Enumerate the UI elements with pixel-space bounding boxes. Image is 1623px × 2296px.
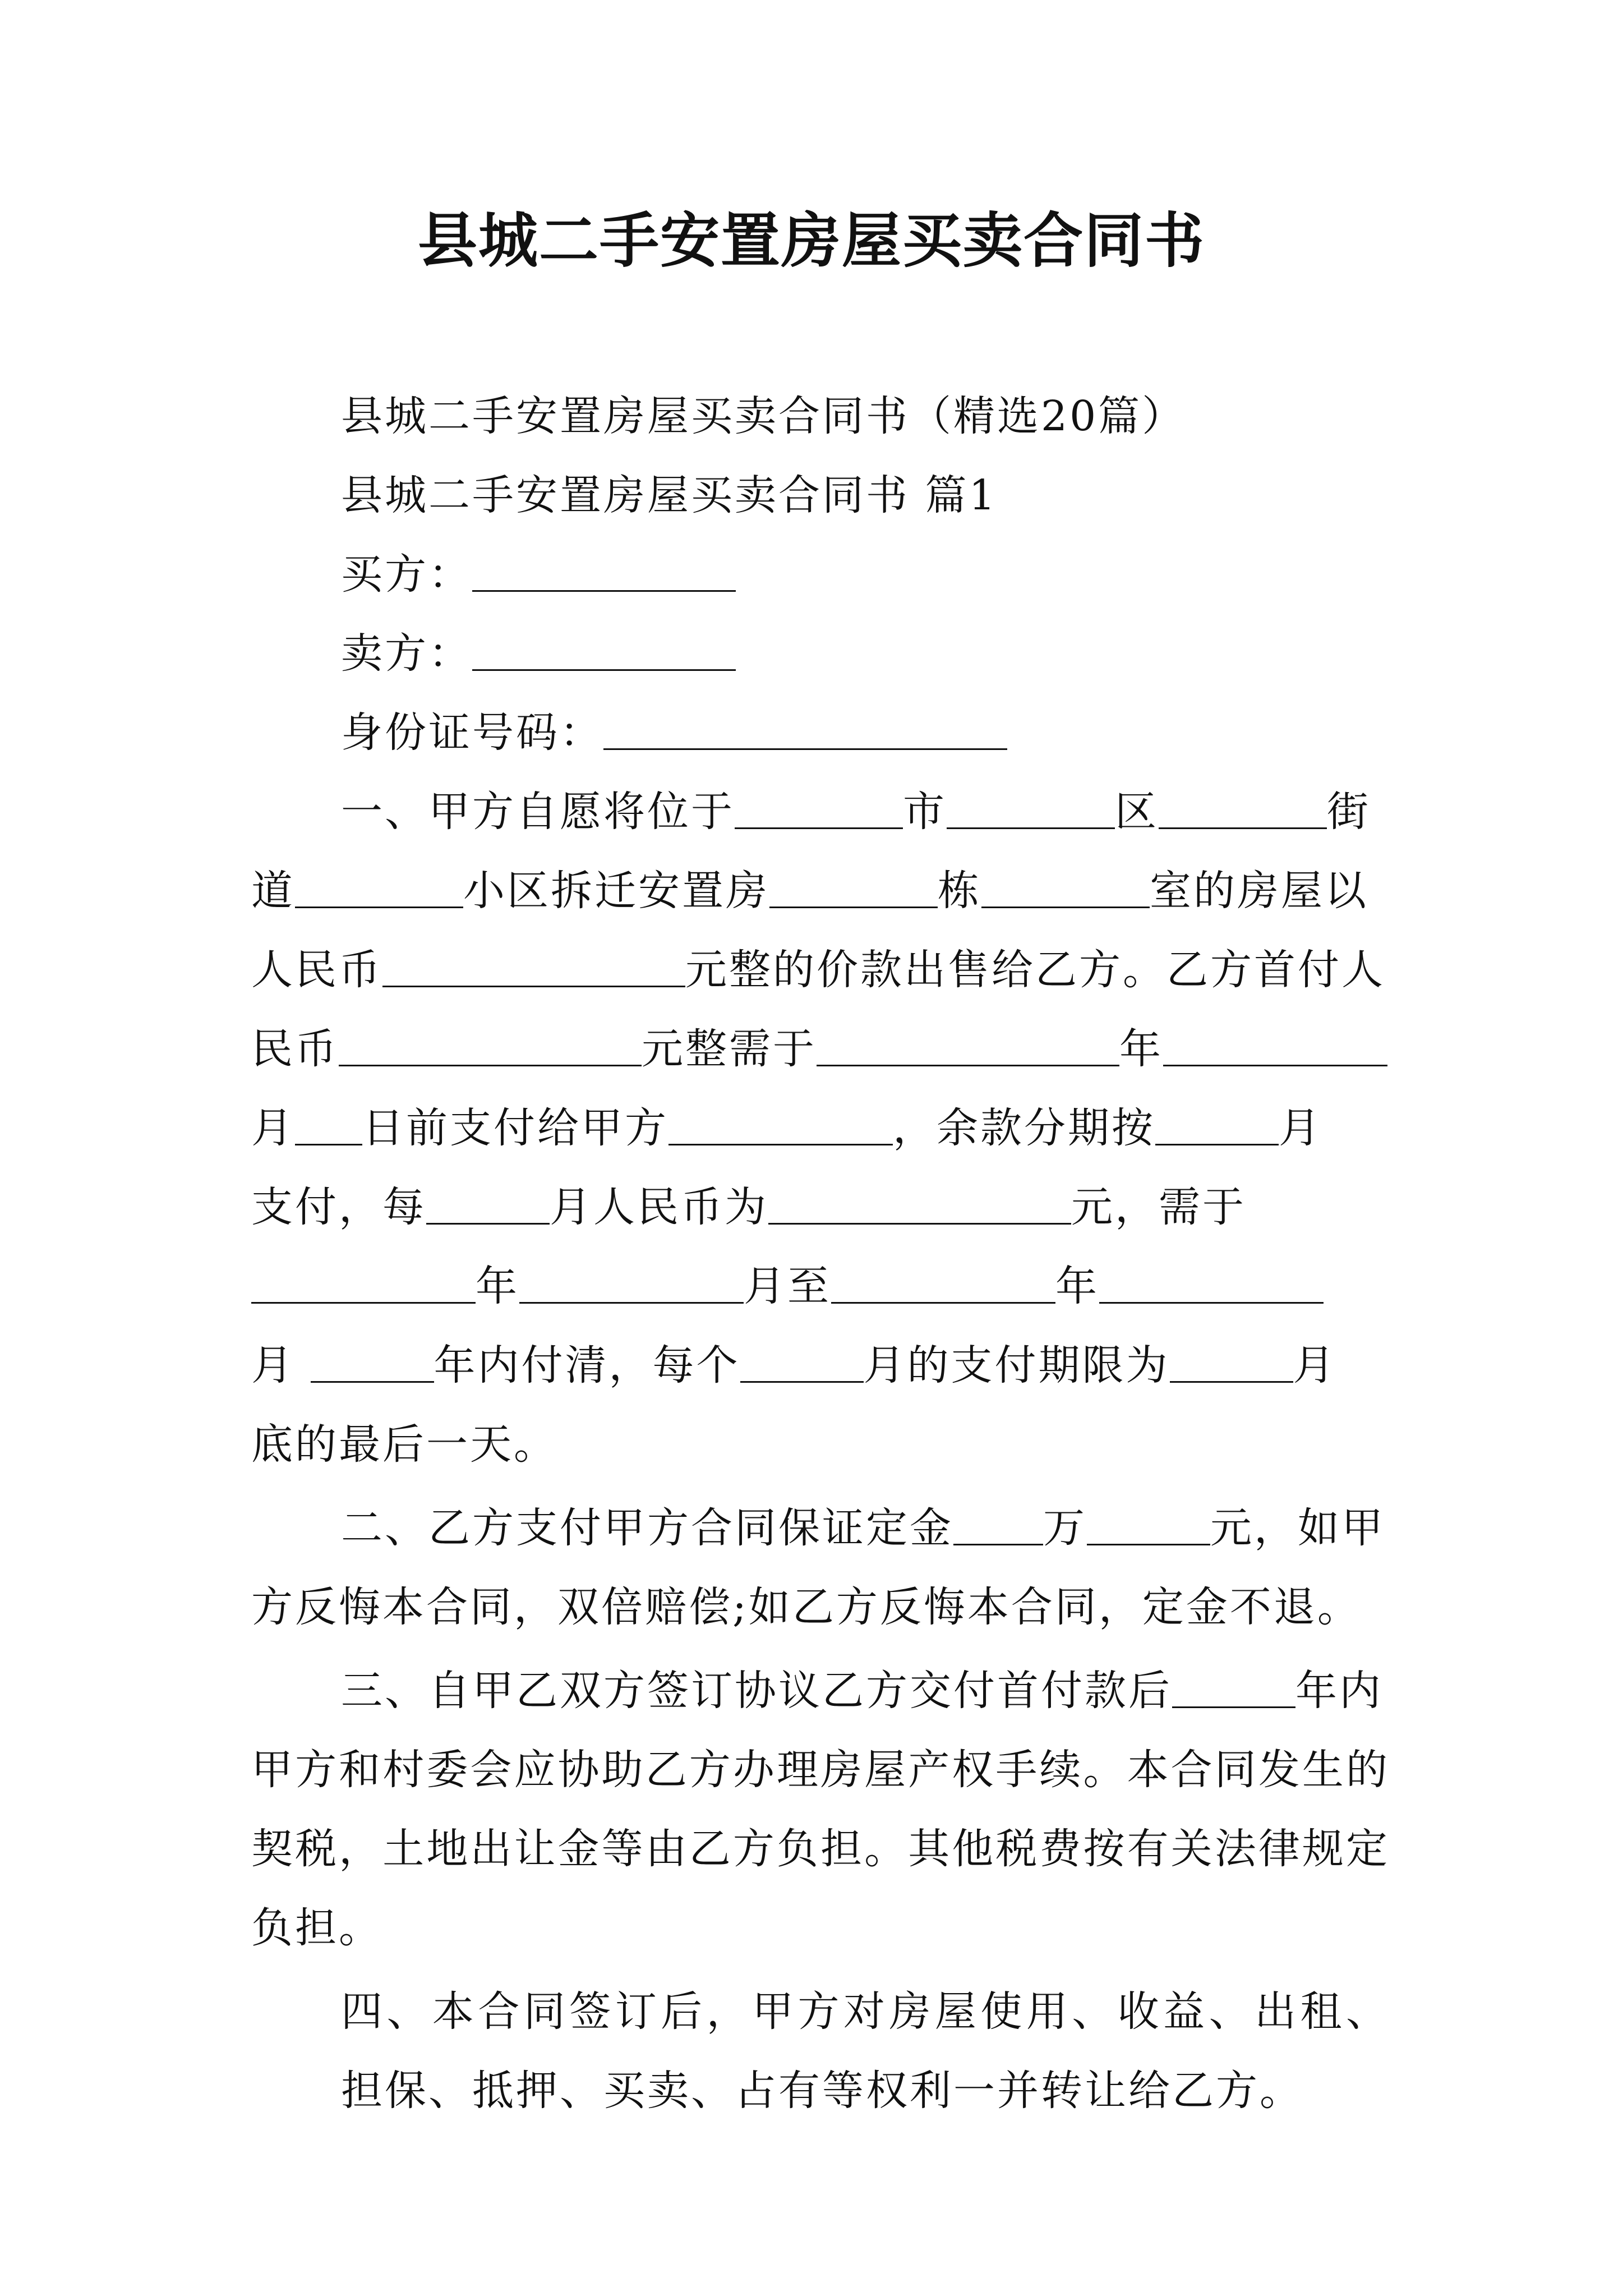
- end-month-blank[interactable]: [1099, 1268, 1324, 1304]
- clause1-line3: [251, 931, 1390, 1010]
- building-blank[interactable]: [769, 873, 938, 908]
- clause1-text: 街: [1327, 788, 1371, 836]
- deposit-yuan-blank[interactable]: [1087, 1510, 1210, 1545]
- clause1-text: 区: [1115, 788, 1159, 836]
- clause2-line2: 方反悔本合同，双倍赔偿;如乙方反悔本合同，定金不退。: [251, 1583, 1361, 1631]
- month-blank[interactable]: [1163, 1031, 1387, 1066]
- clause1-text: 元整需于: [642, 1025, 817, 1073]
- clause1-text: 日前支付给甲方: [362, 1104, 668, 1152]
- clause1-text: 月至: [744, 1262, 831, 1310]
- clause1-text: 年: [1119, 1025, 1163, 1073]
- clause1-line8: [251, 1326, 1390, 1405]
- clause1-text: 月: [251, 1341, 295, 1389]
- clause2-line1: [251, 1489, 1390, 1568]
- clause1-line6: [251, 1168, 1390, 1247]
- id-number-blank[interactable]: [603, 715, 1007, 750]
- clause1-text: 月: [1279, 1104, 1322, 1152]
- clause1-text: 年: [476, 1262, 519, 1310]
- clause1-text: 月的支付期限为: [863, 1341, 1170, 1389]
- section-heading: 县城二手安置房屋买卖合同书 篇1: [341, 471, 998, 519]
- clause3-text: 年内: [1295, 1667, 1383, 1715]
- clause1-text: 年内付清，每个: [434, 1341, 740, 1389]
- clause1-text: 人民币: [251, 946, 382, 994]
- clause1-text: 月: [1293, 1341, 1337, 1389]
- document-body: [251, 377, 1390, 2131]
- street-blank[interactable]: [1159, 794, 1327, 829]
- clause1-text: 月人民币为: [550, 1183, 768, 1231]
- seller-blank[interactable]: [472, 636, 736, 671]
- deposit-wan-blank[interactable]: [953, 1510, 1043, 1545]
- room-blank[interactable]: [981, 873, 1150, 908]
- clause1-line9: 底的最后一天。: [251, 1420, 557, 1469]
- clause1-line2: [251, 852, 1390, 931]
- installment-months-blank[interactable]: [1155, 1110, 1279, 1145]
- seller-label: 卖方：: [341, 629, 472, 678]
- id-number-field: [251, 693, 1390, 772]
- clause2-text: 二、乙方支付甲方合同保证定金: [341, 1504, 953, 1552]
- year-blank[interactable]: [817, 1031, 1119, 1066]
- clause1-text: 小区拆迁安置房: [463, 867, 769, 915]
- price-blank[interactable]: [382, 952, 685, 987]
- payoff-years-blank[interactable]: [311, 1347, 434, 1383]
- clause1-line1: [251, 772, 1390, 852]
- subtitle: 县城二手安置房屋买卖合同书（精选20篇）: [341, 392, 1186, 440]
- city-blank[interactable]: [735, 794, 903, 829]
- clause1-text: 栋: [938, 867, 981, 915]
- id-number-label: 身份证号码：: [341, 708, 603, 757]
- seller-field: [251, 614, 1390, 693]
- clause3-paragraph: 甲方和村委会应协助乙方办理房屋产权手续。本合同发生的契税，土地出让金等由乙方负担。其他税费按有关法律规定负担。: [251, 1746, 1390, 1952]
- clause1-line7: [251, 1247, 1390, 1326]
- clause1-text: 道: [251, 867, 295, 915]
- clause4-paragraph: 四、本合同签订后，甲方对房屋使用、收益、出租、担保、抵押、买卖、占有等权利一并转让给乙方。: [341, 1987, 1390, 2115]
- clause1-text: 民币: [251, 1025, 339, 1073]
- clause1-text: 支付，每: [251, 1183, 426, 1231]
- clause1-text: 年: [1055, 1262, 1099, 1310]
- down-payment-blank[interactable]: [339, 1031, 642, 1066]
- buyer-blank[interactable]: [472, 556, 736, 592]
- clause2-text: 元，如甲: [1210, 1504, 1385, 1552]
- clause1-text: 元整的价款出售给乙方。乙方首付人: [685, 946, 1385, 994]
- start-year-blank[interactable]: [251, 1268, 476, 1304]
- clause3-text: 三、自甲乙双方签订协议乙方交付首付款后: [341, 1667, 1172, 1715]
- clause1-text: 室的房屋以: [1150, 867, 1368, 915]
- clause1-text: 市: [903, 788, 947, 836]
- district-blank[interactable]: [947, 794, 1115, 829]
- end-year-blank[interactable]: [831, 1268, 1055, 1304]
- clause1-text: 一、甲方自愿将位于: [341, 788, 735, 836]
- installment-amount-blank[interactable]: [768, 1189, 1071, 1225]
- transfer-years-blank[interactable]: [1172, 1673, 1295, 1708]
- clause1-text: 元，需于: [1071, 1183, 1246, 1231]
- payee-blank[interactable]: [668, 1110, 893, 1145]
- buyer-label: 买方：: [341, 550, 472, 599]
- clause1-text: 月: [251, 1104, 295, 1152]
- clause1-text: ，余款分期按: [893, 1104, 1155, 1152]
- start-month-blank[interactable]: [519, 1268, 744, 1304]
- document-title: 县城二手安置房屋买卖合同书: [418, 206, 1205, 275]
- day-blank[interactable]: [295, 1110, 362, 1145]
- clause3-line1: [251, 1651, 1390, 1731]
- each-months-blank[interactable]: [740, 1347, 864, 1383]
- deadline-month-blank[interactable]: [1170, 1347, 1293, 1383]
- community-blank[interactable]: [295, 873, 463, 908]
- buyer-field: [251, 535, 1390, 614]
- clause1-line5: [251, 1089, 1390, 1168]
- clause1-line4: [251, 1010, 1390, 1089]
- every-months-blank[interactable]: [426, 1189, 550, 1225]
- clause2-text: 万: [1043, 1504, 1087, 1552]
